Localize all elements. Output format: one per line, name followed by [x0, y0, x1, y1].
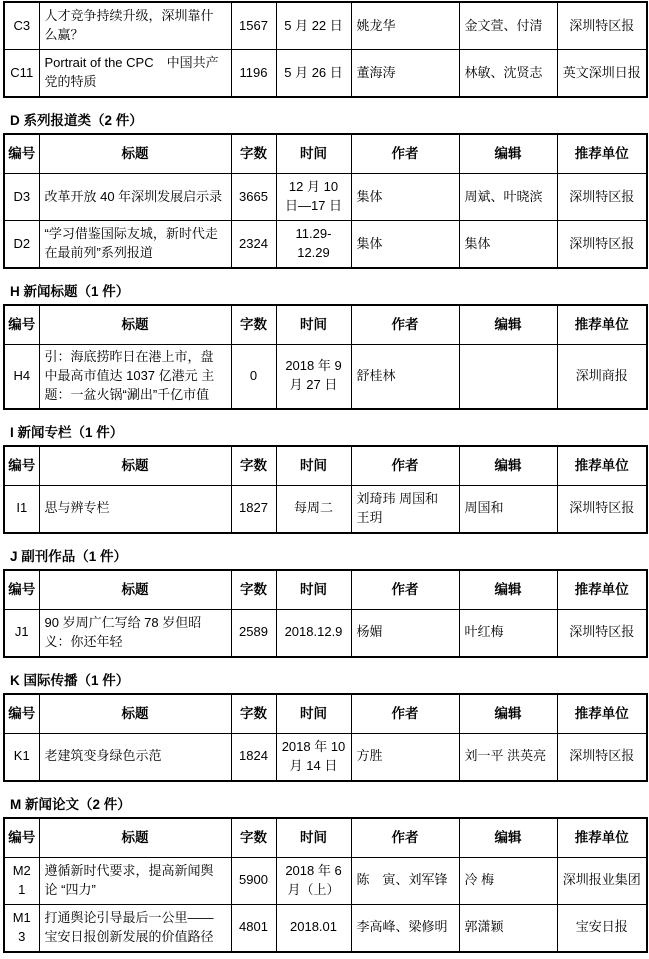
table-row	[4, 609, 647, 657]
cell-code: C3	[4, 2, 39, 50]
cell-unit: 深圳特区报	[557, 221, 647, 269]
table-row	[4, 904, 647, 952]
table-row	[4, 733, 647, 781]
cell-editor: 周国和	[459, 485, 557, 533]
cell-unit: 深圳特区报	[557, 174, 647, 221]
col-header-unit: 推荐单位	[557, 694, 647, 734]
col-header-editor: 编辑	[459, 446, 557, 486]
col-header-words: 字数	[231, 694, 276, 734]
header-row	[4, 446, 647, 486]
cell-author: 姚龙华	[351, 2, 459, 50]
cell-words: 2324	[231, 221, 276, 269]
col-header-author: 作者	[351, 818, 459, 858]
table-row	[4, 174, 647, 221]
cell-editor: 叶红梅	[459, 609, 557, 657]
cell-time: 12 月 10 日—17 日	[276, 174, 351, 221]
cell-title: 老建筑变身绿色示范	[39, 733, 231, 781]
cell-unit: 宝安日报	[557, 904, 647, 952]
section-j-table	[3, 569, 648, 658]
col-header-title: 标题	[39, 305, 231, 345]
section-m-table	[3, 817, 648, 953]
col-header-code: 编号	[4, 134, 39, 174]
cell-unit: 深圳特区报	[557, 733, 647, 781]
col-header-editor: 编辑	[459, 818, 557, 858]
cell-unit: 深圳报业集团	[557, 857, 647, 904]
cell-author: 刘琦玮 周国和 王玥	[351, 485, 459, 533]
cell-title: 90 岁周广仁写给 78 岁但昭义：你还年轻	[39, 609, 231, 657]
cell-author: 舒桂林	[351, 345, 459, 409]
cell-author: 集体	[351, 174, 459, 221]
header-row	[4, 134, 647, 174]
cell-code: K1	[4, 733, 39, 781]
cell-title: 改革开放 40 年深圳发展启示录	[39, 174, 231, 221]
cell-time: 5 月 26 日	[276, 50, 351, 98]
col-header-time: 时间	[276, 818, 351, 858]
table-row	[4, 50, 647, 98]
cell-unit: 深圳特区报	[557, 485, 647, 533]
col-header-author: 作者	[351, 570, 459, 610]
cell-code: I1	[4, 485, 39, 533]
col-header-unit: 推荐单位	[557, 446, 647, 486]
cell-time: 2018.01	[276, 904, 351, 952]
col-header-time: 时间	[276, 446, 351, 486]
cell-editor: 林敏、沈贤志	[459, 50, 557, 98]
col-header-unit: 推荐单位	[557, 818, 647, 858]
table-row	[4, 2, 647, 50]
cell-words: 4801	[231, 904, 276, 952]
cell-author: 董海涛	[351, 50, 459, 98]
header-row	[4, 305, 647, 345]
col-header-code: 编号	[4, 305, 39, 345]
cell-title: 人才竞争持续升级，深圳靠什么赢？	[39, 2, 231, 50]
col-header-code: 编号	[4, 570, 39, 610]
cell-author: 方胜	[351, 733, 459, 781]
col-header-author: 作者	[351, 694, 459, 734]
section-title-d: D 系列报道类（2 件）	[10, 113, 143, 128]
cell-time: 5 月 22 日	[276, 2, 351, 50]
col-header-code: 编号	[4, 818, 39, 858]
cell-author: 陈 寅、刘军锋	[351, 857, 459, 904]
cell-words: 1567	[231, 2, 276, 50]
cell-words: 5900	[231, 857, 276, 904]
col-header-code: 编号	[4, 446, 39, 486]
cell-time: 每周二	[276, 485, 351, 533]
cell-author: 李高峰、梁修明	[351, 904, 459, 952]
cell-words: 1824	[231, 733, 276, 781]
col-header-time: 时间	[276, 570, 351, 610]
cell-unit: 深圳特区报	[557, 2, 647, 50]
cell-editor	[459, 345, 557, 409]
col-header-editor: 编辑	[459, 305, 557, 345]
col-header-words: 字数	[231, 818, 276, 858]
cell-author: 杨媚	[351, 609, 459, 657]
col-header-author: 作者	[351, 134, 459, 174]
section-i-table	[3, 445, 648, 534]
cell-editor: 周斌、叶晓滨	[459, 174, 557, 221]
table-row	[4, 221, 647, 269]
cell-editor: 集体	[459, 221, 557, 269]
cell-code: M21	[4, 857, 39, 904]
section-title-k: K 国际传播（1 件）	[10, 672, 130, 688]
cell-unit: 深圳特区报	[557, 609, 647, 657]
col-header-time: 时间	[276, 134, 351, 174]
cell-time: 11.29-12.29	[276, 221, 351, 269]
col-header-title: 标题	[39, 446, 231, 486]
cell-editor: 郭潇颖	[459, 904, 557, 952]
col-header-author: 作者	[351, 446, 459, 486]
col-header-title: 标题	[39, 134, 231, 174]
col-header-editor: 编辑	[459, 570, 557, 610]
col-header-title: 标题	[39, 818, 231, 858]
section-d-table	[3, 133, 648, 269]
cell-title: Portrait of the CPC 中国共产党的特质	[39, 50, 231, 98]
cell-code: D2	[4, 221, 39, 269]
section-title-m: M 新闻论文（2 件）	[10, 796, 131, 812]
section-title-i: I 新闻专栏（1 件）	[10, 424, 124, 440]
cell-words: 1827	[231, 485, 276, 533]
cell-code: M13	[4, 904, 39, 952]
col-header-words: 字数	[231, 134, 276, 174]
col-header-words: 字数	[231, 570, 276, 610]
header-row	[4, 694, 647, 734]
section-k-table	[3, 693, 648, 782]
cell-author: 集体	[351, 221, 459, 269]
cell-title: “学习借鉴国际友城，新时代走在最前列”系列报道	[39, 221, 231, 269]
section-h-table	[3, 304, 648, 410]
cell-editor: 刘一平 洪英亮	[459, 733, 557, 781]
col-header-words: 字数	[231, 305, 276, 345]
cell-code: D3	[4, 174, 39, 221]
cell-words: 1196	[231, 50, 276, 98]
table-row	[4, 345, 647, 409]
col-header-unit: 推荐单位	[557, 570, 647, 610]
cell-code: H4	[4, 345, 39, 409]
cell-title: 遵循新时代要求，提高新闻舆论 “四力”	[39, 857, 231, 904]
cell-editor: 冷 梅	[459, 857, 557, 904]
col-header-unit: 推荐单位	[557, 134, 647, 174]
col-header-editor: 编辑	[459, 694, 557, 734]
cell-time: 2018.12.9	[276, 609, 351, 657]
table-row	[4, 857, 647, 904]
col-header-code: 编号	[4, 694, 39, 734]
col-header-time: 时间	[276, 305, 351, 345]
col-header-title: 标题	[39, 570, 231, 610]
header-row	[4, 818, 647, 858]
cell-time: 2018 年 10 月 14 日	[276, 733, 351, 781]
cell-time: 2018 年 6 月（上）	[276, 857, 351, 904]
header-row	[4, 570, 647, 610]
table-row	[4, 485, 647, 533]
col-header-unit: 推荐单位	[557, 305, 647, 345]
cell-words: 2589	[231, 609, 276, 657]
cell-code: C11	[4, 50, 39, 98]
col-header-editor: 编辑	[459, 134, 557, 174]
cell-unit: 英文深圳日报	[557, 50, 647, 98]
col-header-title: 标题	[39, 694, 231, 734]
cell-words: 3665	[231, 174, 276, 221]
cell-editor: 金文萱、付清	[459, 2, 557, 50]
section-title-h: H 新闻标题（1 件）	[10, 284, 130, 299]
col-header-author: 作者	[351, 305, 459, 345]
col-header-words: 字数	[231, 446, 276, 486]
cell-title: 思与辨专栏	[39, 485, 231, 533]
continuation-table	[3, 1, 648, 98]
cell-unit: 深圳商报	[557, 345, 647, 409]
cell-title: 引：海底捞昨日在港上市，盘中最高市值达 1037 亿港元 主题：一盆火锅“涮出”千亿市值	[39, 345, 231, 409]
section-title-j: J 副刊作品（1 件）	[10, 548, 128, 564]
cell-code: J1	[4, 609, 39, 657]
cell-words: 0	[231, 345, 276, 409]
cell-title: 打通舆论引导最后一公里——宝安日报创新发展的价值路径	[39, 904, 231, 952]
col-header-time: 时间	[276, 694, 351, 734]
cell-time: 2018 年 9 月 27 日	[276, 345, 351, 409]
